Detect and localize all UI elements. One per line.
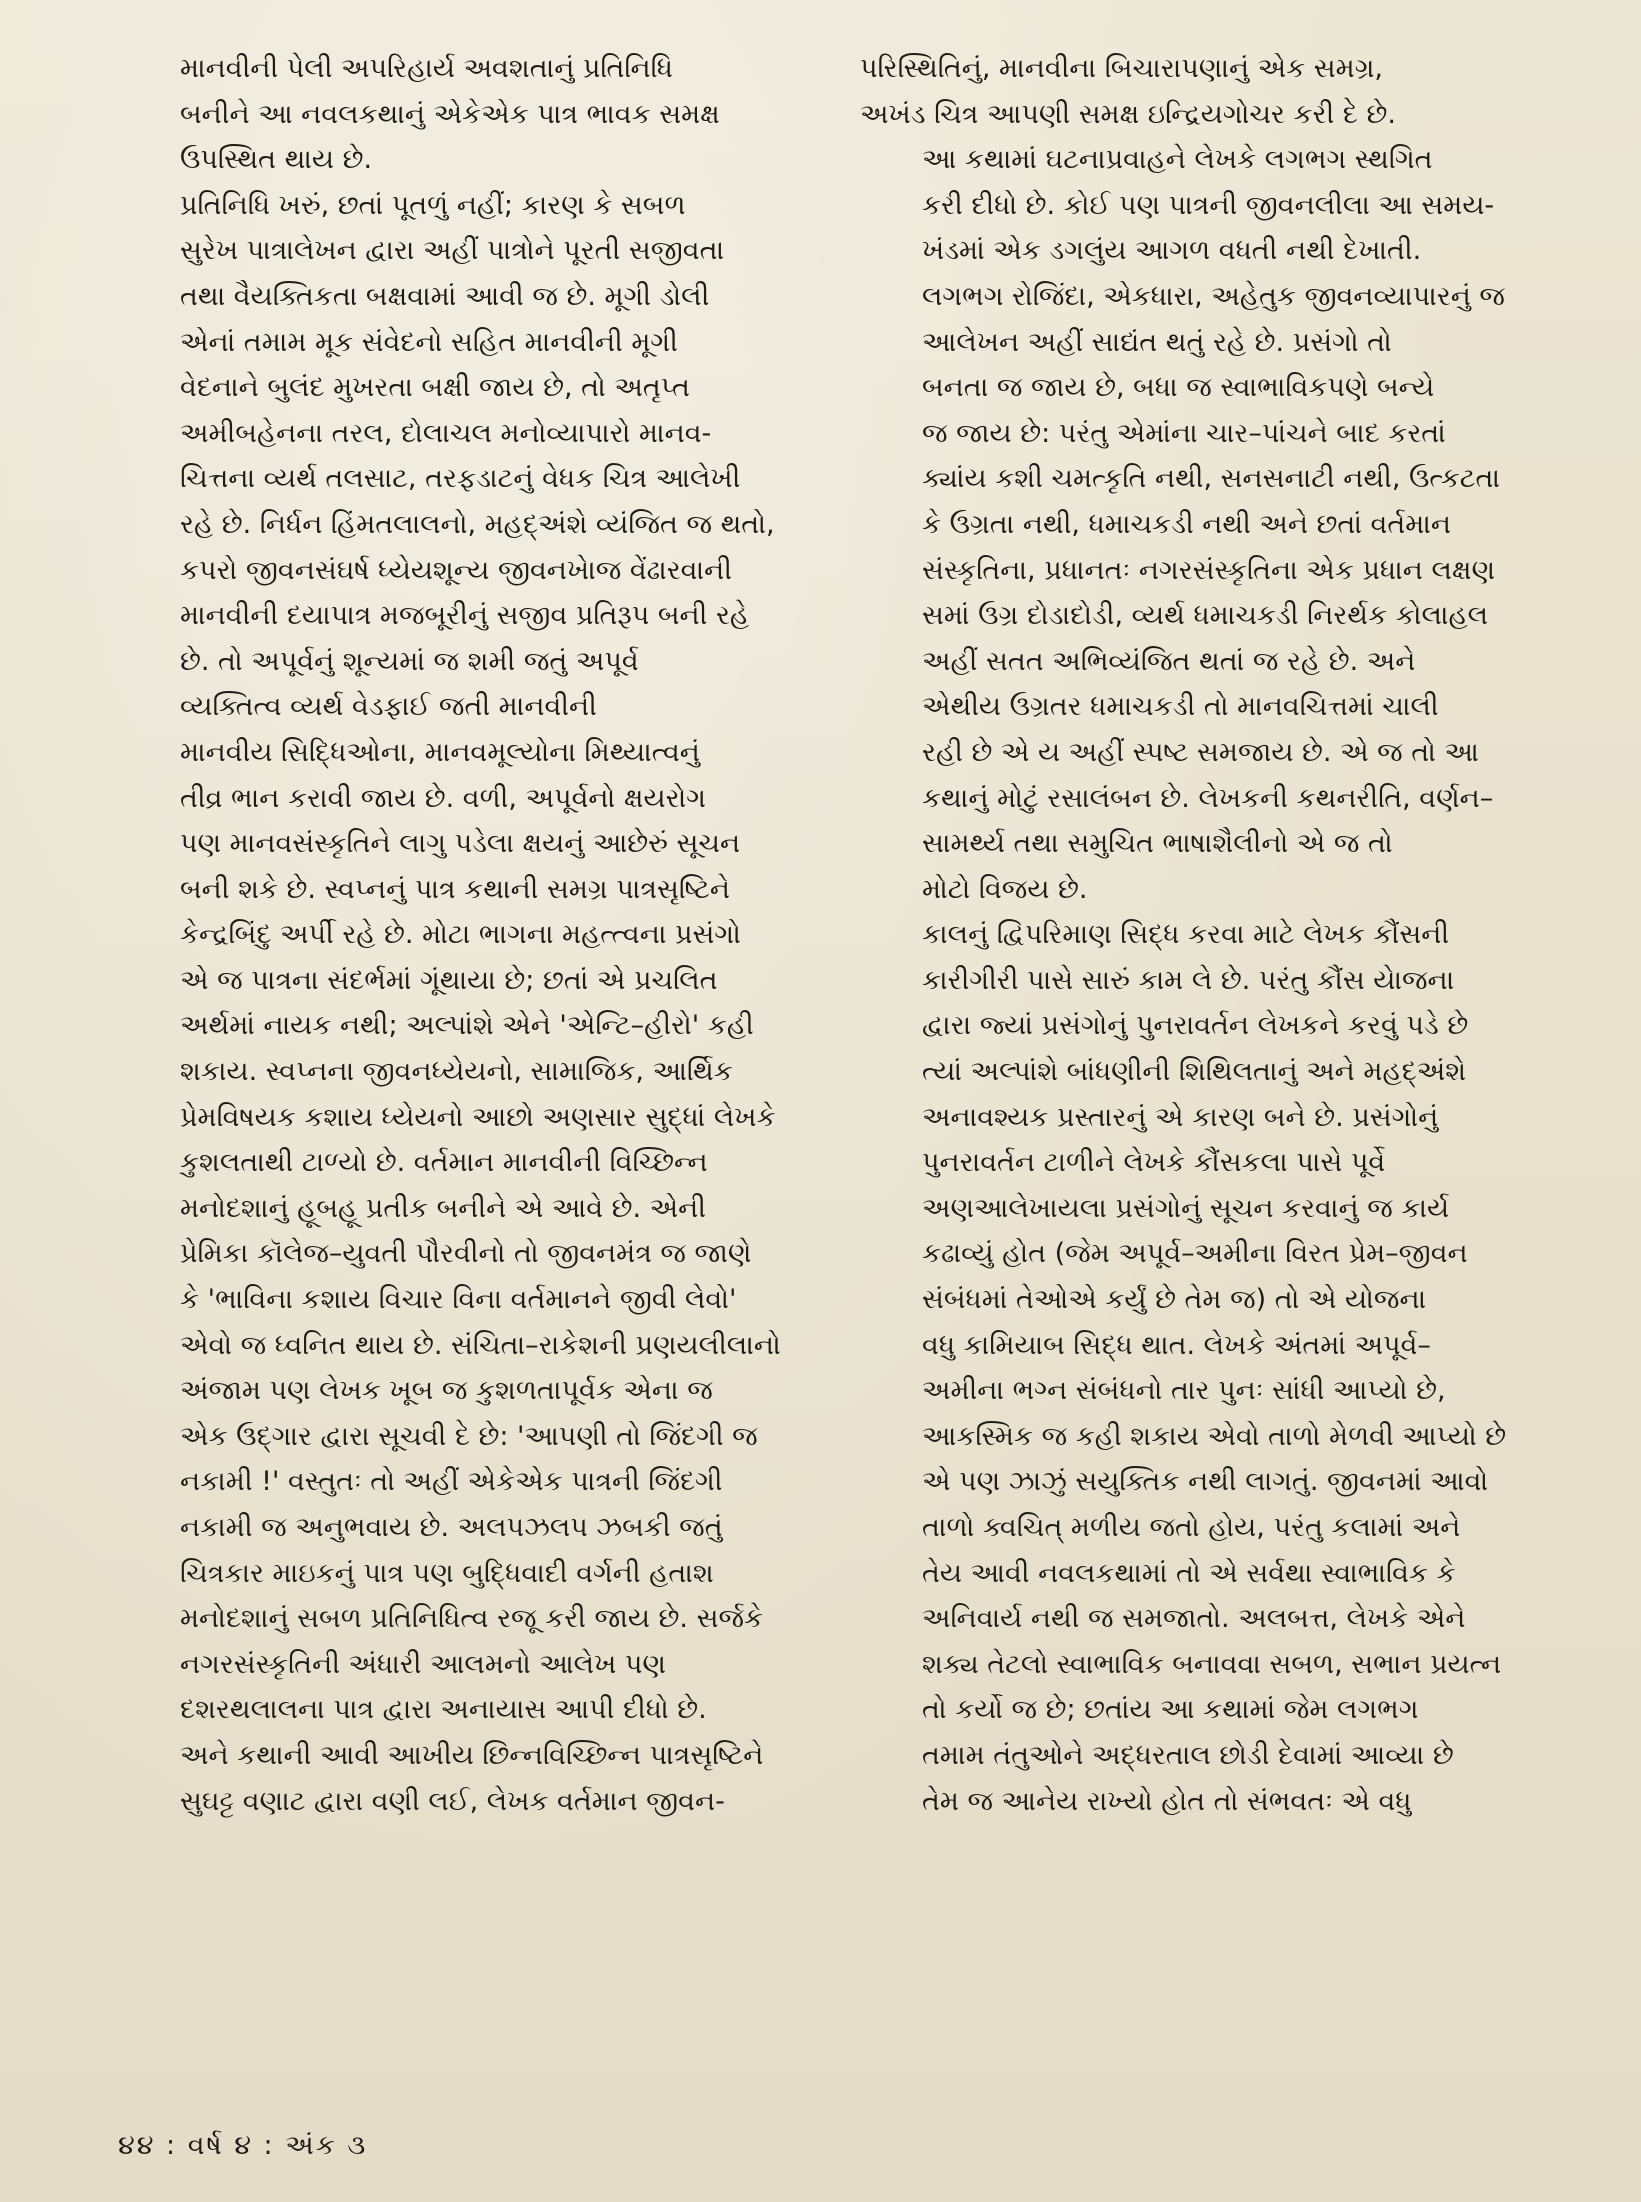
text-line: સામર્થ્ય તથા સમુચિત ભાષાશૈલીનો એ જ તો [922,828,1393,860]
text-line: દશરથલાલના પાત્ર દ્વારા અનાયાસ આપી દીધો છે. [180,1694,707,1726]
text-line: જ જાય છે: પરંતુ એમાંના ચાર–પાંચને બાદ કરતાં [922,417,1446,449]
text-line: પણ માનવસંસ્કૃતિને લાગુ પડેલા ક્ષયનું આછેરું સૂચન [180,828,741,860]
text-line: પ્રેમિકા કૉલેજ–યુવતી પૌરવીનો તો જીવનમંત્ર જ જાણે [180,1238,752,1270]
text-line: અર્થમાં નાયક નથી; અલ્પાંશે એને 'એન્ટિ–હીરો' કહી [180,1010,754,1042]
text-line: આકસ્મિક જ કહી શકાય એવો તાળો મેળવી આપ્યો છે [922,1420,1507,1452]
text-line: પરિસ્થિતિનું, માનવીના બિચારાપણાનું એક સમગ્ર, [860,53,1383,84]
text-line: પ્રેમવિષયક કશાય ધ્યેયનો આછો અણસાર સુદ્ધાં લેખકે [180,1101,776,1133]
text-line: પ્રતિનિધિ ખરું, છતાં પૂતળું નહીં; કારણ કે સબળ [180,189,686,221]
text-line: બનીને આ નવલકથાનું એકેએક પાત્ર ભાવક સમક્ષ [180,98,720,130]
text-line: એથીય ઉગ્રતર ધમાચકડી તો માનવચિત્તમાં ચાલી [922,691,1439,723]
text-line: સંસ્કૃતિના, પ્રધાનતઃ નગરસંસ્કૃતિના એક પ્રધાન લક્ષણ [922,554,1495,586]
text-line: તથા વૈયક્તિકતા બક્ષવામાં આવી જ છે. મૂગી ડોલી [180,280,710,312]
text-line: શકાય. સ્વપ્નના જીવનધ્યેયનો, સામાજિક, આર્થિક [180,1056,733,1088]
text-line: પુનરાવર્તન ટાળીને લેખકે કૌંસકલા પાસે પૂર્વે [922,1147,1386,1179]
text-line: કરી દીધો છે. કોઈ પણ પાત્રની જીવનલીલા આ સમય- [922,189,1495,221]
text-line: કારીગીરી પાસે સારું કામ લે છે. પરંતુ કૌંસ યેાજના [922,964,1455,996]
text-line: નકામી !' વસ્તુતઃ તો અહીં એકેએક પાત્રની જિંદગી [180,1466,723,1498]
text-line: નકામી જ અનુભવાય છે. અલપઝલપ ઝબકી જતું [180,1512,723,1543]
text-line: બનતા જ જાય છે, બધા જ સ્વાભાવિકપણે બન્યે [922,372,1435,404]
text-line: સુરેખ પાત્રાલેખન દ્વારા અહીં પાત્રોને પૂરતી સજીવતા [180,235,725,267]
text-line: અહીં સતત અભિવ્યંજિત થતાં જ રહે છે. અને [922,645,1416,677]
text-line: મનોદશાનું હૂબહૂ પ્રતીક બનીને એ આવે છે. એની [180,1192,706,1224]
text-line: ખંડમાં એક ડગલુંય આગળ વધતી નથી દેખાતી. [922,235,1422,267]
text-line: તેમ જ આનેય રાખ્યો હોત તો સંભવતઃ એ વધુ [922,1785,1412,1817]
text-line: તો કર્યો જ છે; છતાંય આ કથામાં જેમ લગભગ [922,1694,1419,1726]
text-line: અંજામ પણ લેખક ખૂબ જ કુશળતાપૂર્વક એના જ [180,1375,713,1407]
text-line: અને કથાની આવી આખીય છિન્નવિચ્છિન્ન પાત્રસૃષ્ટિને [180,1739,764,1771]
right-text-column [860,46,1572,1824]
text-line: અણઆલેખાયલા પ્રસંગોનું સૂચન કરવાનું જ કાર્ય [922,1192,1450,1224]
text-line: આલેખન અહીં સાદ્યંત થતું રહે છે. પ્રસંગો તો [922,326,1392,358]
text-line: માનવીય સિદ્ધિઓના, માનવમૂલ્યોના મિથ્યાત્વનું [180,736,700,768]
text-line: એનાં તમામ મૂક સંવેદનો સહિત માનવીની મૂગી [180,326,678,358]
text-line: એ પણ ઝાઝું સયુક્તિક નથી લાગતું. જીવનમાં આવો [922,1466,1489,1498]
text-line: અમીના ભગ્ન સંબંધનો તાર પુનઃ સાંધી આપ્યો છે, [922,1375,1446,1407]
text-line: તાળો ક્વચિત્ મળીય જતો હોય, પરંતુ કલામાં અને [922,1512,1461,1543]
text-line: અમીબહેનના તરલ, દોલાચલ મનોવ્યાપારો માનવ- [180,417,712,449]
text-line: કે 'ભાવિના કશાય વિચાર વિના વર્તમાનને જીવી લેવો' [180,1284,737,1316]
text-line: છે. તો અપૂર્વનું શૂન્યમાં જ શમી જતું અપૂર્વ [180,645,639,677]
text-line: નગરસંસ્કૃતિની અંધારી આલમનો આલેખ પણ [180,1648,666,1680]
text-line: બની શકે છે. સ્વપ્નનું પાત્ર કથાની સમગ્ર પાત્રસૃષ્ટિને [180,873,730,905]
text-line: સંબંધમાં તેઓએ કર્યું છે તેમ જ) તો એ યોજના [922,1284,1427,1316]
text-line: સમાં ઉગ્ર દોડાદોડી, વ્યર્થ ધમાચકડી નિરર્થક કોલાહલ [922,600,1489,632]
text-line: એ જ પાત્રના સંદર્ભમાં ગૂંથાયા છે; છતાં એ પ્રચલિત [180,964,718,996]
text-line: કાલનું દ્વિપરિમાણ સિદ્ધ કરવા માટે લેખક કૌંસની [922,919,1450,951]
text-line: અનિવાર્ય નથી જ સમજાતો. અલબત્ત, લેખકે એને [922,1603,1466,1635]
text-line: રહી છે એ ય અહીં સ્પષ્ટ સમજાય છે. એ જ તો આ [922,736,1479,768]
text-line: કુશલતાથી ટાળ્યો છે. વર્તમાન માનવીની વિચ્છિન્ન [180,1147,708,1179]
text-line: શક્ય તેટલો સ્વાભાવિક બનાવવા સબળ, સભાન પ્રયત્ન [922,1648,1502,1680]
text-line: એક ઉદ્ગાર દ્વારા સૂચવી દે છે: 'આપણી તો જિંદગી જ [180,1420,758,1452]
text-line: ચિત્રકાર માઇકનું પાત્ર પણ બુદ્ધિવાદી વર્ગની હતાશ [180,1557,714,1589]
text-line: કથાનું મોટું રસાલંબન છે. લેખકની કથનરીતિ, વર્ણન– [922,782,1494,814]
text-line: તમામ તંતુઓને અદ્ધરતાલ છોડી દેવામાં આવ્યા છે [922,1739,1454,1771]
text-line: તીવ્ર ભાન કરાવી જાય છે. વળી, અપૂર્વનો ક્ષયરોગ [180,782,706,814]
text-line: લગભગ રોજિંદા, એકધારા, અહેતુક જીવનવ્યાપારનું જ [922,280,1505,312]
text-line: રહે છે. નિર્ધન હિંમતલાલનો, મહદ્અંશે વ્યંજિત જ થતો, [180,508,775,540]
text-line: માનવીની પેલી અપરિહાર્ય અવશતાનું પ્રતિનિધિ [180,53,673,84]
text-line: ક્યાંય કશી ચમત્કૃતિ નથી, સનસનાટી નથી, ઉત્કટતા [922,463,1500,495]
text-line: એવો જ ધ્વનિત થાય છે. સંચિતા–રાકેશની પ્રણયલીલાનો [180,1329,781,1361]
text-line: કઢાવ્યું હોત (જેમ અપૂર્વ–અમીના વિરત પ્રેમ–જીવન [922,1238,1468,1270]
text-line: વધુ કામિયાબ સિદ્ધ થાત. લેખકે અંતમાં અપૂર્વ– [922,1329,1431,1361]
page-footer: ૪૪ : વર્ષ ૪ : અંક ૩ [118,2130,368,2161]
paragraph [118,183,843,1824]
text-line: સુઘટ્ટ વણાટ દ્વારા વણી લઈ, લેખક વર્તમાન જીવન- [180,1785,725,1817]
text-line: અનાવશ્યક પ્રસ્તારનું એ કારણ બને છે. પ્રસંગોનું [922,1101,1439,1133]
text-line: ત્યાં અલ્પાંશે બાંધણીની શિથિલતાનું અને મહદ્અંશે [922,1056,1467,1088]
text-line: વેદનાને બુલંદ મુખરતા બક્ષી જાય છે, તો અતૃપ્ત [180,372,690,404]
left-text-column [118,46,843,1824]
text-line: મોટો વિજય છે. [922,873,1088,905]
text-line: અખંડ ચિત્ર આપણી સમક્ષ ઇન્દ્રિયગોચર કરી દે છે. [860,98,1396,130]
text-line: ઉપસ્થિત થાય છે. [180,144,373,176]
text-line: માનવીની દયાપાત્ર મજબૂરીનું સજીવ પ્રતિરૂપ બની રહે [180,600,750,632]
text-line: કપરો જીવનસંઘર્ષ ધ્યેયશૂન્ય જીવનખેાજ વેંઢારવાની [180,554,732,586]
text-line: તેય આવી નવલકથામાં તો એ સર્વથા સ્વાભાવિક કે [922,1557,1456,1589]
text-line: આ કથામાં ઘટનાપ્રવાહને લેખકે લગભગ સ્થગિત [922,144,1433,176]
text-line: દ્વારા જ્યાં પ્રસંગોનું પુનરાવર્તન લેખકને કરવું પડે છે [922,1010,1469,1042]
paragraph [118,46,843,183]
paragraph [860,46,1572,137]
paragraph [860,912,1572,1824]
paragraph [860,137,1572,912]
text-line: ચિત્તના વ્યર્થ તલસાટ, તરફડાટનું વેધક ચિત્ર આલેખી [180,463,741,495]
text-line: કેન્દ્રબિંદુ અર્પી રહે છે. મોટા ભાગના મહત્ત્વના પ્રસંગો [180,919,741,951]
text-line: કે ઉગ્રતા નથી, ધમાચકડી નથી અને છતાં વર્તમાન [922,508,1452,540]
text-line: મનોદશાનું સબળ પ્રતિનિધિત્વ રજૂ કરી જાય છે. સર્જકે [180,1603,764,1635]
text-line: વ્યક્તિત્વ વ્યર્થ વેડફાઈ જતી માનવીની [180,691,597,723]
